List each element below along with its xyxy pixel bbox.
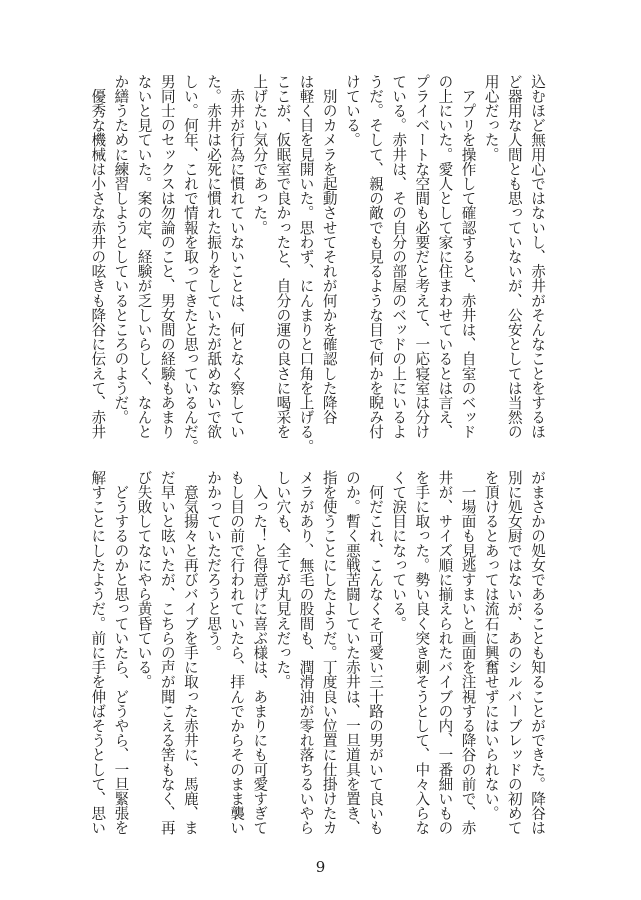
text-column: アプリを操作して確認すると、赤井は、自室のベッド bbox=[459, 74, 477, 439]
text-column: ている。赤井は、その自分の部屋のベッドの上にいるよ bbox=[390, 74, 408, 439]
text-column: 赤井が行為に慣れていないことは、何となく察してい bbox=[228, 74, 246, 439]
text-column: メラがあり、無毛の股間も、潤滑油が零れ落ちるいやら bbox=[297, 470, 315, 835]
text-block-upper bbox=[86, 74, 549, 454]
text-column: しい穴も、全てが丸見えだった。 bbox=[274, 470, 292, 689]
text-column: 一場面も見逃すまいと画面を注視する降谷の前で、赤 bbox=[459, 470, 477, 835]
text-column: のか。暫く悪戦苦闘していた赤井は、一旦道具を置き、 bbox=[343, 470, 361, 835]
text-column: び失敗してなにやら黄昏ている。 bbox=[135, 470, 153, 689]
text-column: ここが、仮眠室で良かったと、自分の運の良さに喝采を bbox=[274, 74, 292, 439]
page-number: 9 bbox=[315, 858, 326, 876]
text-column: だ早いと呟いたが、こちらの声が聞こえる筈もなく、再 bbox=[158, 470, 176, 835]
text-column: かかっていただろうと思う。 bbox=[205, 470, 223, 660]
text-column: がまさかの処女であることも知ることができた。降谷は bbox=[529, 470, 546, 835]
text-column: 井が、サイズ順に揃えられたバイブの内、一番細いもの bbox=[436, 470, 454, 835]
text-column: 込むほど無用心ではないし、赤井がそんなことをするほ bbox=[529, 74, 546, 439]
text-column: ないと見ていた。案の定、経験が乏しいらしく、なんと bbox=[135, 74, 153, 439]
text-column: けている。 bbox=[343, 74, 361, 147]
text-column: 別のカメラを起動させてそれが何かを確認した降谷 bbox=[320, 74, 338, 425]
text-column: 別に処女厨ではないが、あのシルバーブレッドの初めて bbox=[505, 470, 523, 835]
text-column: 意気揚々と再びバイブを手に取った赤井に、馬鹿、ま bbox=[181, 470, 199, 835]
text-column: 優秀な機械は小さな赤井の呟きも降谷に伝えて、赤井 bbox=[89, 74, 107, 439]
text-column: 解すことにしたようだ。前に手を伸ばそうとして、思い bbox=[89, 470, 107, 835]
text-column: 男同士のセックスは勿論のこと、男女間の経験もあまり bbox=[158, 74, 176, 439]
text-column: 上げたい気分であった。 bbox=[251, 74, 269, 235]
text-block-lower bbox=[86, 470, 549, 850]
text-column: うだ。そして、親の敵でも見るような目で何かを睨み付 bbox=[367, 74, 385, 439]
text-column: どうするのかと思っていたら、どうやら、一旦緊張を bbox=[112, 470, 130, 835]
text-column: 指を使うことにしたようだ。丁度良い位置に仕掛けたカ bbox=[320, 470, 338, 835]
text-column: は軽く目を見開いた。思わず、にんまりと口角を上げる。 bbox=[297, 74, 315, 454]
text-column: もし目の前で行われていたら、拝んでからそのまま襲い bbox=[228, 470, 246, 835]
text-column: くて涙目になっている。 bbox=[390, 470, 408, 631]
text-column: か繕うために練習しようとしているところのようだ。 bbox=[112, 74, 130, 425]
text-column: 用心だった。 bbox=[482, 74, 500, 162]
text-column: た。赤井は必死に慣れた振りをしていたが舐めないで欲 bbox=[205, 74, 223, 439]
text-column: ど器用な人間とも思っていないが、公安としては当然の bbox=[505, 74, 523, 439]
text-column: の上にいた。愛人として家に住まわせているとは言え、 bbox=[436, 74, 454, 439]
text-column: を頂けるとあっては流石に興奮せずにはいられない。 bbox=[482, 470, 500, 821]
text-column: 何だこれ、こんなくそ可愛い三十路の男がいて良いも bbox=[367, 470, 385, 835]
text-column: を手に取った。勢い良く突き刺そうとして、中々入らな bbox=[413, 470, 431, 835]
text-column: しい。何年、これで情報を取ってきたと思っているんだ。 bbox=[181, 74, 199, 454]
text-column: プライベートな空間も必要だと考えて、一応寝室は分け bbox=[413, 74, 431, 439]
text-column: 入った！と得意げに喜ぶ様は、あまりにも可愛すぎて bbox=[251, 470, 269, 835]
